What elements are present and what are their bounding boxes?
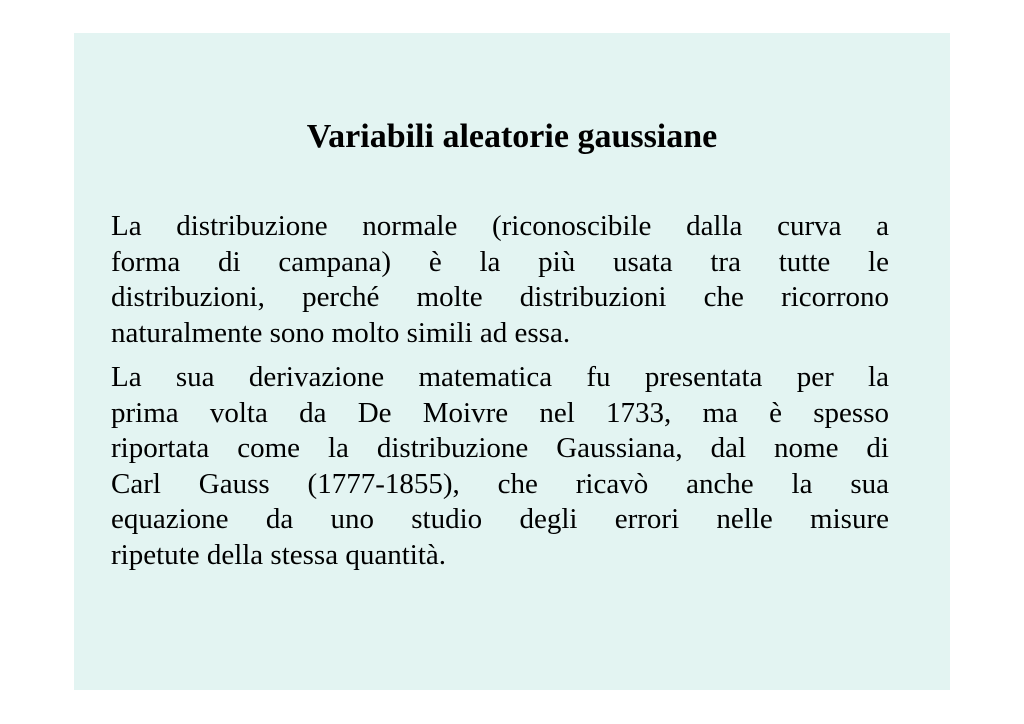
text-line: forma di campana) è la più usata tra tutte le bbox=[111, 245, 889, 278]
text-line: Carl Gauss (1777-1855), che ricavò anche la sua bbox=[111, 467, 889, 500]
text-line: La sua derivazione matematica fu presentata per la bbox=[111, 361, 889, 393]
text-line: riportata come la distribuzione Gaussiana, dal nome di bbox=[111, 432, 889, 464]
slide-title: Variabili aleatorie gaussiane bbox=[306, 118, 718, 155]
text-line: naturalmente sono molto simili ad essa. bbox=[111, 316, 571, 349]
slide-body bbox=[111, 209, 889, 582]
text-line: La distribuzione normale (riconoscibile dalla curva a bbox=[111, 210, 889, 242]
text-line: distribuzioni, perché molte distribuzioni che ricorrono bbox=[111, 281, 889, 313]
paragraph-normal-distribution bbox=[111, 209, 889, 351]
text-line: prima volta da De Moivre nel 1733, ma è spesso bbox=[111, 396, 889, 429]
text-line: equazione da uno studio degli errori nelle misure bbox=[111, 503, 889, 535]
paragraph-derivation-history bbox=[111, 360, 889, 573]
text-line: ripetute della stessa quantità. bbox=[111, 538, 447, 571]
